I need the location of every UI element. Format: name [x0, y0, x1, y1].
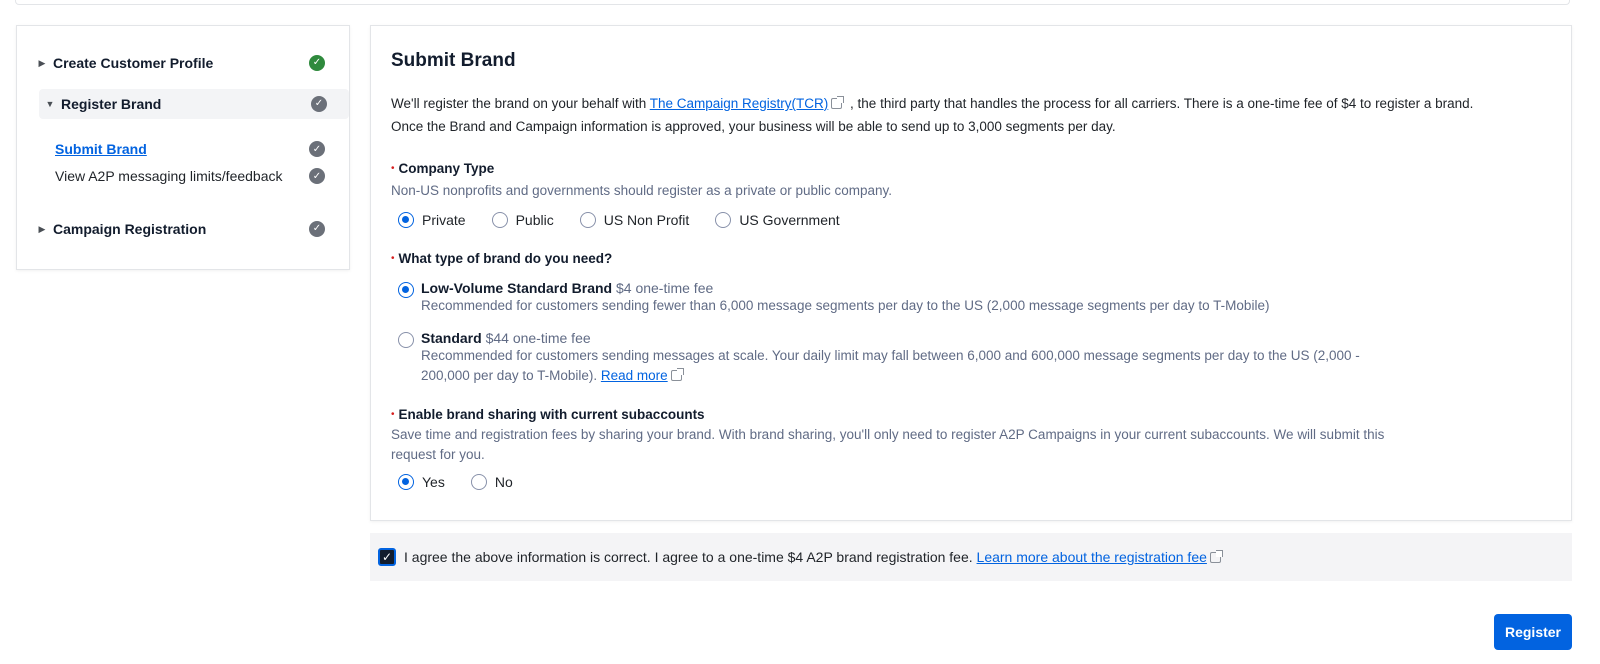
sidebar-item-label: Create Customer Profile: [53, 55, 214, 71]
radio-empty-icon: [492, 212, 508, 228]
radio-empty-icon: [471, 474, 487, 490]
brand-option-low-volume[interactable]: [398, 280, 1398, 316]
radio-label: US Non Profit: [603, 212, 690, 228]
brand-type-label: [391, 251, 612, 266]
radio-label: US Government: [739, 212, 840, 228]
sidebar-subitem-submit-brand[interactable]: [55, 138, 325, 160]
brand-sharing-help: [391, 425, 1384, 465]
required-marker: •: [391, 253, 395, 264]
caret-right-icon: ▶: [38, 223, 46, 234]
agreement-bar: [370, 533, 1572, 581]
radio-label: Private: [422, 212, 466, 228]
submit-brand-link[interactable]: Submit Brand: [55, 141, 147, 157]
check-circle-icon: ✓: [309, 168, 325, 184]
brand-option-desc-line1: Recommended for customers sending messages at scale. Your daily limit may fall between 6,000 and 600,000 message segments per day to the US (2,000 -: [421, 348, 1360, 363]
check-circle-icon: ✓: [309, 55, 325, 71]
brand-option-title: [421, 280, 1398, 296]
company-type-us-government-radio[interactable]: [715, 212, 839, 228]
radio-label: Public: [515, 212, 554, 228]
external-link-icon: [671, 370, 682, 381]
company-type-public-radio[interactable]: [492, 212, 554, 228]
radio-selected-icon: [398, 212, 414, 228]
brand-option-desc: [421, 346, 1398, 386]
radio-selected-icon: [398, 474, 414, 490]
company-type-private-radio[interactable]: [398, 212, 466, 228]
brand-option-title: [421, 330, 1398, 346]
brand-option-name: Low-Volume Standard Brand: [421, 280, 613, 296]
registration-steps-sidebar: [16, 25, 350, 270]
agreement-checkbox[interactable]: ✓: [378, 548, 396, 566]
sidebar-item-label: Register Brand: [61, 96, 162, 112]
check-circle-icon: ✓: [309, 221, 325, 237]
sidebar-subitem-view-a2p-limits[interactable]: [55, 165, 325, 187]
read-more-link[interactable]: Read more: [600, 368, 668, 383]
brand-sharing-yes-radio[interactable]: [398, 474, 445, 490]
brand-option-name: Standard: [421, 330, 482, 346]
required-marker: •: [391, 163, 395, 174]
brand-option-fee: $4 one-time fee: [615, 280, 714, 296]
radio-label: No: [494, 474, 513, 490]
intro-text-end: , the third party that handles the process for all carriers. There is a one-time fee of $4 to register a brand.: [850, 96, 1474, 111]
radio-empty-icon: [398, 332, 414, 348]
sidebar-item-label: Campaign Registration: [53, 221, 207, 237]
external-link-icon: [1210, 552, 1221, 563]
brand-option-desc-line2: 200,000 per day to T-Mobile).: [421, 368, 598, 383]
brand-option-desc: Recommended for customers sending fewer than 6,000 message segments per day to the US (2,000 message segments per day to T-Mobile): [421, 298, 1270, 313]
registration-fee-link[interactable]: Learn more about the registration fee: [976, 549, 1207, 565]
intro-text: [391, 92, 1551, 138]
caret-down-icon: ▼: [45, 99, 55, 109]
check-circle-icon: ✓: [311, 96, 327, 112]
company-type-help: Non-US nonprofits and governments should register as a private or public company.: [391, 183, 893, 198]
brand-sharing-label: [391, 407, 705, 422]
company-type-label: [391, 161, 494, 176]
radio-empty-icon: [715, 212, 731, 228]
submit-brand-panel: [370, 25, 1572, 521]
company-type-label-text: Company Type: [398, 161, 495, 176]
required-marker: •: [391, 409, 395, 420]
top-panel-edge: [15, 0, 1570, 5]
brand-sharing-radio-group: [398, 474, 539, 490]
tcr-link[interactable]: The Campaign Registry(TCR): [649, 96, 829, 111]
caret-right-icon: ▶: [38, 57, 46, 68]
brand-type-label-text: What type of brand do you need?: [398, 251, 613, 266]
brand-sharing-label-text: Enable brand sharing with current subaccounts: [398, 407, 705, 422]
intro-text-line2: Once the Brand and Campaign information is approved, your business will be able to send up to 3,000 segments per day.: [391, 119, 1116, 134]
radio-empty-icon: [580, 212, 596, 228]
sidebar-item-campaign-registration[interactable]: [37, 214, 325, 244]
company-type-us-nonprofit-radio[interactable]: [580, 212, 690, 228]
radio-selected-icon: [398, 282, 414, 298]
sidebar-subitem-label: View A2P messaging limits/feedback: [55, 168, 283, 184]
page-title: Submit Brand: [391, 50, 516, 71]
brand-option-standard[interactable]: [398, 330, 1398, 386]
brand-sharing-help-line2: request for you.: [391, 447, 485, 462]
brand-sharing-no-radio[interactable]: [471, 474, 513, 490]
register-button[interactable]: Register: [1494, 614, 1572, 650]
sidebar-item-register-brand[interactable]: [39, 89, 349, 119]
brand-option-fee: $44 one-time fee: [485, 330, 591, 346]
brand-sharing-help-line1: Save time and registration fees by sharing your brand. With brand sharing, you'll only need to register A2P Campaigns in your current subaccounts. We will submit this: [391, 427, 1385, 442]
agreement-text: I agree the above information is correct. I agree to a one-time $4 A2P brand registration fee.: [404, 549, 973, 565]
radio-label: Yes: [422, 474, 445, 490]
check-circle-icon: ✓: [309, 141, 325, 157]
intro-text-start: We'll register the brand on your behalf with: [391, 96, 650, 111]
company-type-radio-group: [398, 212, 866, 228]
external-link-icon: [831, 98, 842, 109]
sidebar-item-create-customer-profile[interactable]: [37, 48, 325, 78]
